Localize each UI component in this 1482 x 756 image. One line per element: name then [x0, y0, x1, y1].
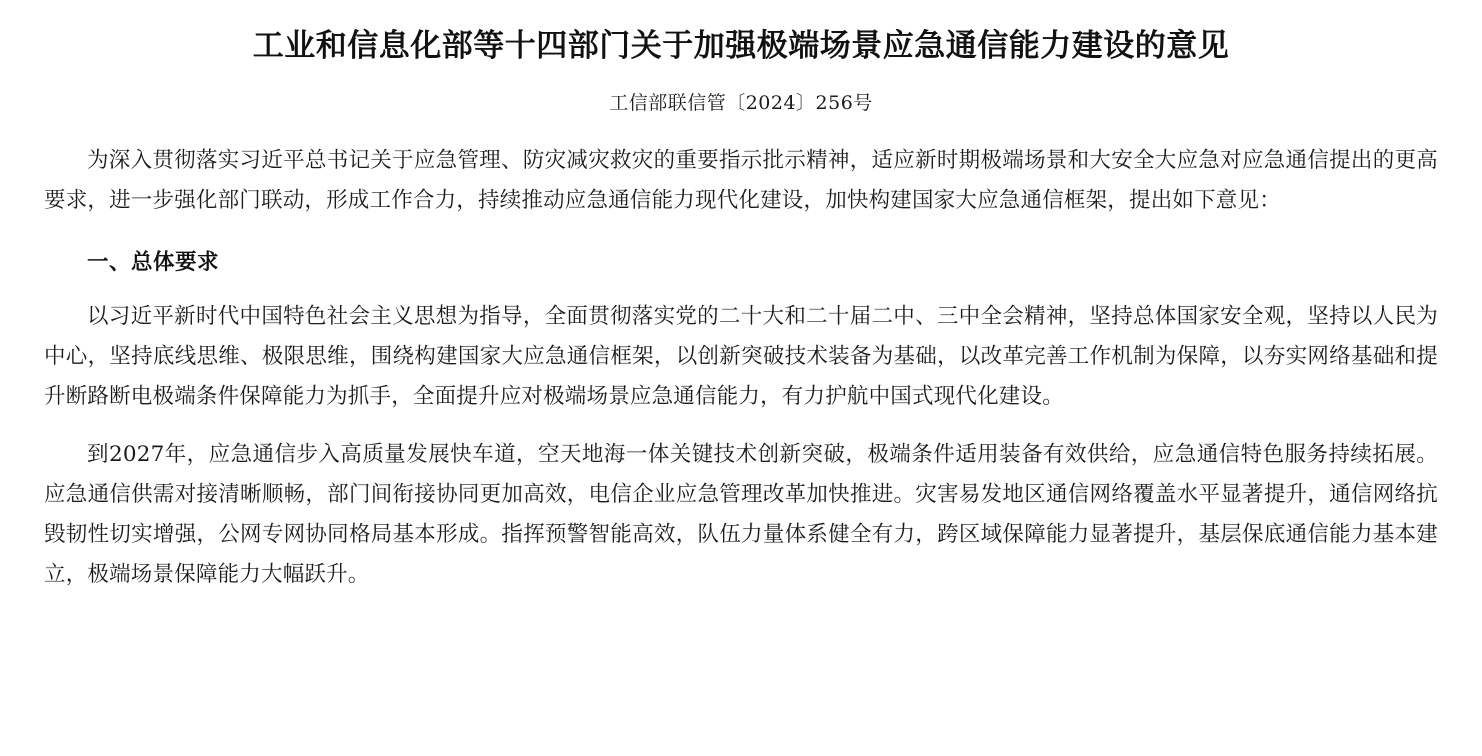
document-body [44, 141, 1438, 595]
document-number: 工信部联信管〔2024〕256号 [609, 91, 873, 114]
section-1-paragraph-2: 到2027年，应急通信步入高质量发展快车道，空天地海一体关键技术创新突破，极端条件适用装备有效供给，应急通信特色服务持续拓展。应急通信供需对接清晰顺畅，部门间衔接协同更加高效，电信企业应急管理改革加快推进。灾害易发地区通信网络覆盖水平显著提升，通信网络抗毁韧性切实增强，公网专网协同格局基本形成。指挥预警智能高效，队伍力量体系健全有力，跨区域保障能力显著提升，基层保底通信能力基本建立，极端场景保障能力大幅跃升。 [44, 441, 1438, 587]
section-heading-1: 一、总体要求 [87, 249, 220, 275]
preamble-paragraph: 为深入贯彻落实习近平总书记关于应急管理、防灾减灾救灾的重要指示批示精神，适应新时期极端场景和大安全大应急对应急通信提出的更高要求，进一步强化部门联动，形成工作合力，持续推动应急通信能力现代化建设，加快构建国家大应急通信框架，提出如下意见： [44, 147, 1438, 213]
section-1-paragraph-1: 以习近平新时代中国特色社会主义思想为指导，全面贯彻落实党的二十大和二十届二中、三中全会精神，坚持总体国家安全观，坚持以人民为中心，坚持底线思维、极限思维，围绕构建国家大应急通信框架，以创新突破技术装备为基础，以改革完善工作机制为保障，以夯实网络基础和提升断路断电极端条件保障能力为抓手，全面提升应对极端场景应急通信能力，有力护航中国式现代化建设。 [44, 303, 1438, 409]
page-title: 工业和信息化部等十四部门关于加强极端场景应急通信能力建设的意见 [252, 28, 1230, 64]
